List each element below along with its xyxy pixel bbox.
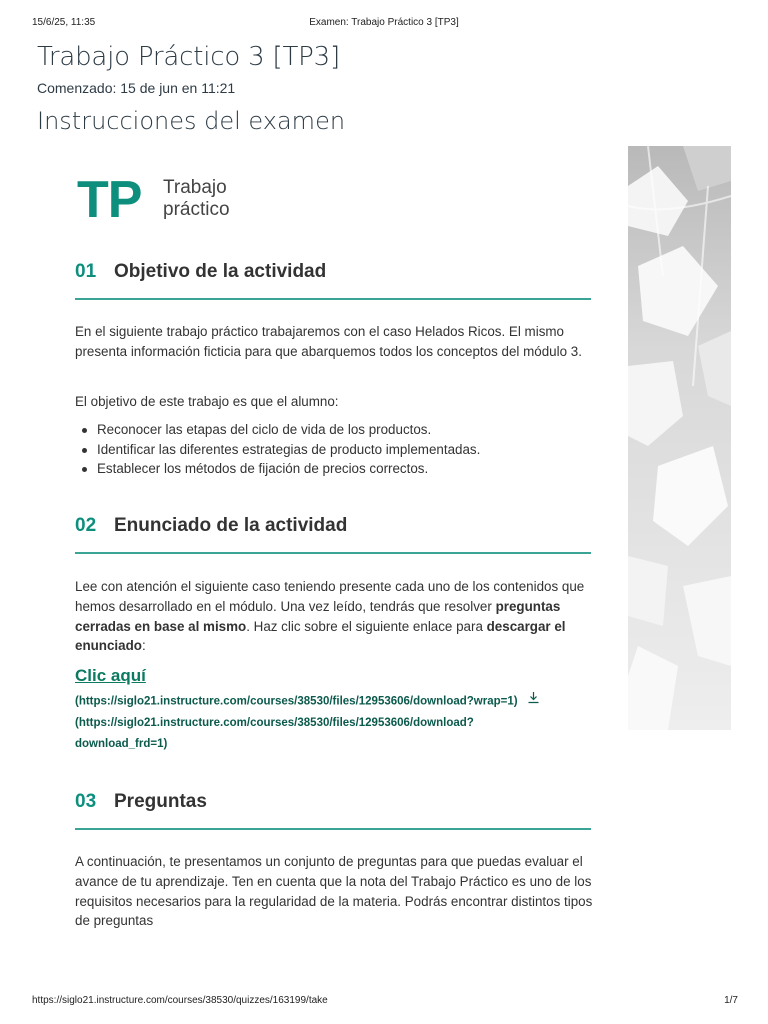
objectives-list [75, 420, 595, 479]
section-02-bold-part: descargar el enunciado [75, 618, 566, 654]
print-header [32, 17, 736, 31]
section-number: 03 [75, 791, 97, 812]
section-number: 01 [75, 261, 97, 282]
section-01-intro: En el siguiente trabajo práctico trabajaremos con el caso Helados Ricos. El mismo presenta información ficticia para que abarquemos todos los conceptos del módulo 3. [75, 324, 582, 359]
section-02-bold-part: preguntas cerradas en base al mismo [75, 598, 561, 634]
instructions-heading: Instrucciones del examen [37, 107, 346, 135]
download-url-frd-part2: download_frd=1) [75, 737, 168, 750]
section-title: Enunciado de la actividad [114, 515, 348, 536]
section-03-heading [75, 791, 591, 831]
download-case-link[interactable]: Clic aquí [75, 666, 146, 685]
section-02-text-part: Lee con atención el siguiente caso teniendo presente cada uno de los contenidos que hemos desarrollado en el módulo. Una vez leído, tendrás que resolver [75, 579, 585, 614]
download-url-frd-part1: (https://siglo21.instructure.com/courses/38530/files/12953606/download? [75, 716, 474, 729]
section-title: Preguntas [114, 791, 207, 812]
decorative-side-image [628, 146, 731, 730]
list-item: Reconocer las etapas del ciclo de vida de los productos. [75, 420, 595, 440]
quiz-started-time: Comenzado: 15 de jun en 11:21 [37, 80, 236, 96]
download-icon[interactable] [527, 691, 540, 712]
tp-logo-mark: TP [77, 171, 142, 229]
print-page-number: 1/7 [724, 995, 738, 1006]
section-divider [75, 298, 591, 300]
print-url: https://siglo21.instructure.com/courses/38530/quizzes/163199/take [32, 995, 328, 1006]
list-item: Identificar las diferentes estrategias de producto implementadas. [75, 440, 595, 460]
section-divider [75, 828, 591, 830]
section-01-heading [75, 261, 591, 301]
section-02-text-part: : [141, 638, 146, 654]
section-divider [75, 552, 591, 554]
print-footer [32, 995, 738, 1009]
print-title: Examen: Trabajo Práctico 3 [TP3] [309, 17, 459, 28]
section-number: 02 [75, 515, 97, 536]
section-02-heading [75, 515, 591, 555]
section-01-objective-lead: El objetivo de este trabajo es que el alumno: [75, 394, 339, 409]
download-url-line [75, 691, 595, 713]
list-item: Establecer los métodos de fijación de precios correctos. [75, 459, 595, 479]
download-url-wrap[interactable]: (https://siglo21.instructure.com/courses/38530/files/12953606/download?wrap=1) [75, 695, 518, 708]
section-title: Objetivo de la actividad [114, 261, 327, 282]
tp-logo-line1: Trabajo [163, 177, 227, 198]
section-02-text [75, 577, 595, 656]
section-02-text-part: . Haz clic sobre el siguiente enlace para [246, 618, 487, 634]
print-datetime: 15/6/25, 11:35 [32, 17, 96, 28]
download-url-frd[interactable] [75, 713, 595, 755]
download-urls [75, 691, 595, 755]
section-03-text: A continuación, te presentamos un conjunto de preguntas para que puedas evaluar el avance de tu aprendizaje. Ten en cuenta que la nota del Trabajo Práctico es uno de los requisitos necesarios para la regularidad de la materia. Podrás encontrar distintos tipos de preguntas [75, 854, 593, 929]
tp-logo-line2: práctico [163, 199, 230, 220]
tp-logo-text [163, 177, 263, 221]
quiz-title: Trabajo Práctico 3 [TP3] [37, 42, 340, 72]
